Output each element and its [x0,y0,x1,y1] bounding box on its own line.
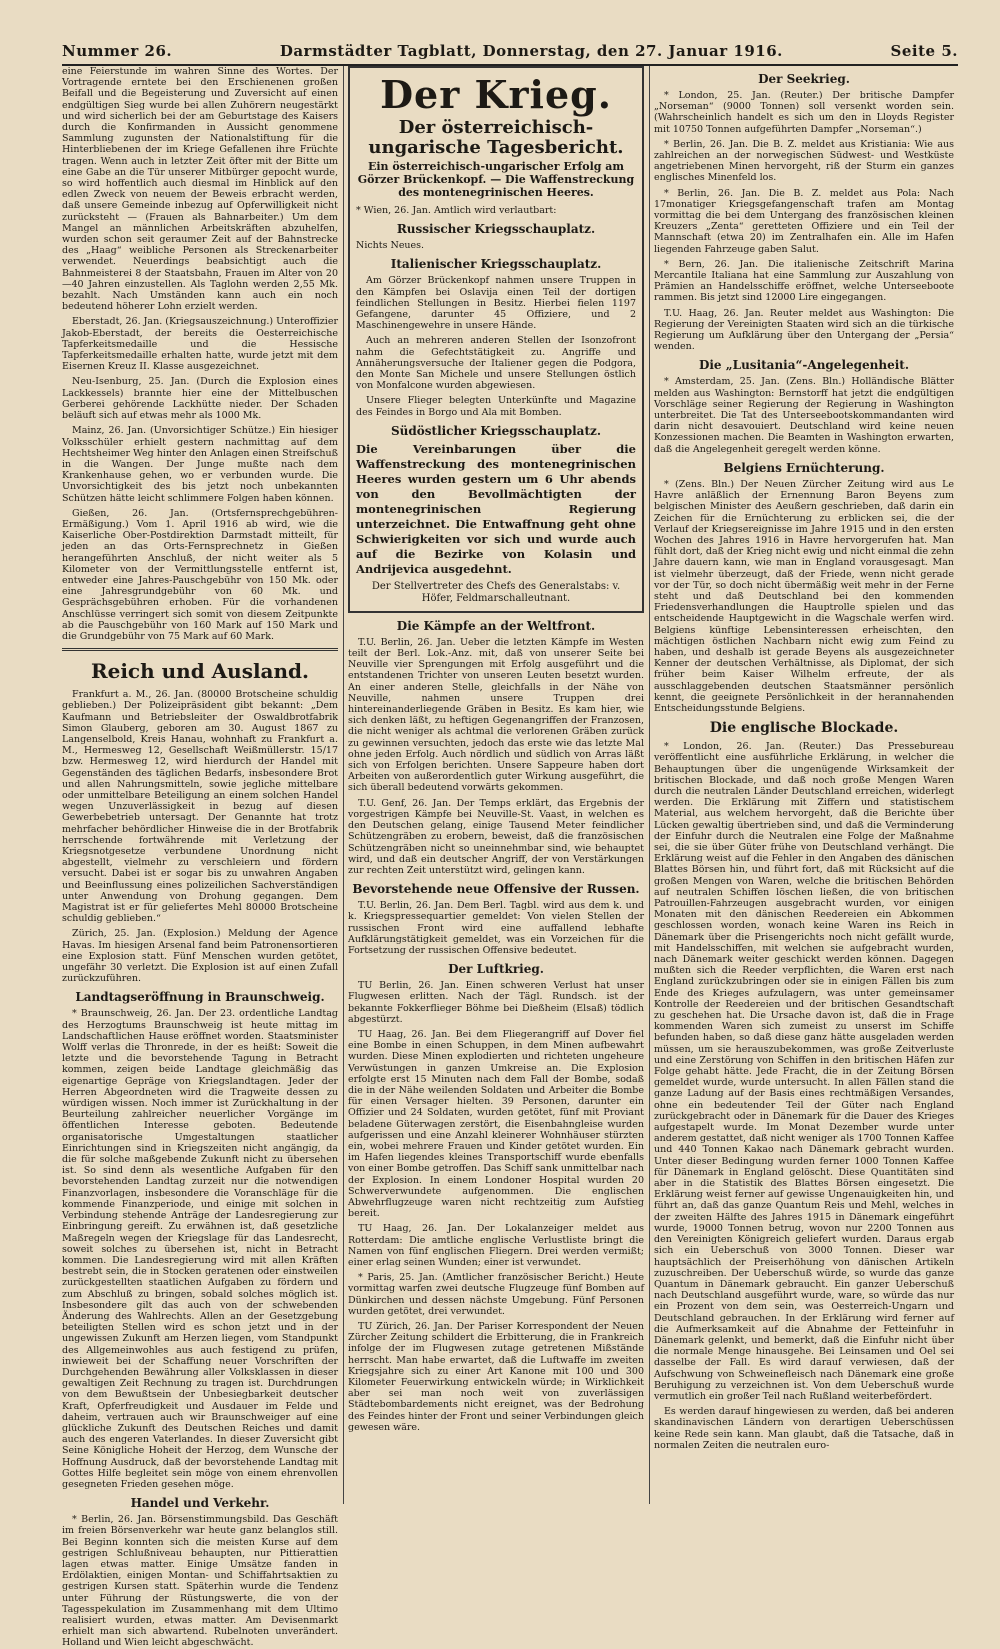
column-divider [343,66,344,1504]
article-text: * Amsterdam, 25. Jan. (Zens. Bln.) Holländische Blätter melden aus Washington: Bernstorff hat jetzt die endgültigen Vorschläge seiner Regierung der Regierung in Washington unterbreitet. Die Tat des Unterseebootskommandanten wird darin nicht desavouiert. Deutschland wird keine neuen Konzessionen machen. Die Beamten in Washington erwarten, daß die Angelegenheit geregelt werden könne. [654,376,954,455]
article-text: Es werden darauf hingewiesen zu werden, daß bei anderen skandinavischen Ländern von derartigen Ueberschüssen keine Rede sein kann. Man glaubt, daß die Tatsache, daß in normalen Zeiten die neutralen euro- [654,1406,954,1451]
article-text: * Berlin, 26. Jan. Die B. Z. meldet aus Pola: Nach 17monatiger Kriegsgefangenschaft trafen am Montag vormittag die bei dem Untergang des französischen kleinen Kreuzers „Zenta“ geretteten Offiziere und ein Teil der Mannschaft (etwa 20) im Zentralhafen ein. Alle im Hafen liegenden Fahrzeuge gaben Salut. [654,187,954,255]
article-heading: Handel und Verkehr. [130,1496,270,1511]
article-text: Gießen, 26. Jan. (Ortsfernsprechgebühren-Ermäßigung.) Vom 1. April 1916 ab wird, wie die Kaiserliche Ober-Postdirektion Darmstadt mitteilt, für jeden an das Orts-Fernsprechnetz in Gießen herangeführten Anschluß, der nicht weiter als 5 Kilometer von der Vermittlungsstelle entfernt ist, entweder eine Jahres-Pauschgebühr von 150 Mk. oder eine Jahresgrundgebühr von 60 Mk. und Gesprächsgebühren erhoben. Für die vorhandenen Anschlüsse verringert sich somit von diesem Zeitpunkte ab die Pauschgebühr von 160 Mark auf 150 Mark und die Grundgebühr von 75 Mark auf 60 Mark. [62,507,338,642]
front-heading: Südöstlicher Kriegsschauplatz. [390,423,601,438]
article-text: * (Zens. Bln.) Der Neuen Zürcher Zeitung wird aus Le Havre anläßlich der Ernennung Baron Beyens zum belgischen Minister des Aeußern geschrieben, daß darin ein Zeichen für die Ernüchterung zu erblicken sei, die der Verlauf der Kriegsereignisse im Jahre 1915 und in den ersten Wochen des Jahres 1916 in Havre hervorgerufen hat. Man fühlt dort, daß der Krieg nicht ewig und nicht einmal die zehn Jahre dauern kann, wie man in England vorausgesagt. Man ist vielmehr überzeugt, daß der Friede, wenn nicht gerade vor der Tür, so doch nicht übermäßig weit mehr in der Ferne steht und daß Deutschland bei den kommenden Friedensverhandlungen die Hauptrolle spielen und das entscheidende Hauptgewicht in die Wagschale werfen wird. Belgiens künftige Lebensinteressen erheischten, den mächtigen östlichen Nachbarn nicht ewig zum Feind zu haben, und deshalb ist gerade Beyens als ausgezeichneter Kenner der deutschen Verhältnisse, als Diplomat, der sich früher beim Kaiser Wilhelm erfreute, der als ausschlaggebenden deutschen Staatsmänner persönlich kennt, die geeignete Persönlichkeit in der herannahenden Entscheidungsstunde Belgiens. [654,478,954,714]
article-text: * London, 25. Jan. (Reuter.) Der britische Dampfer „Norseman“ (9000 Tonnen) soll versenkt worden sein. (Wahrscheinlich handelt es sich um den in Lloyds Register mit 10750 Tonnen aufgeführten Dampfer „Norseman“.) [654,90,954,135]
article-heading: Belgiens Ernüchterung. [723,460,885,475]
article-text: Am Görzer Brückenkopf nahmen unsere Truppen in den Kämpfen bei Oslavija einen Teil der dortigen feindlichen Stellungen in Besitz. Hierbei fielen 1197 Gefangene, darunter 45 Offiziere, und 2 Maschinengewehre in unsere Hände. [356,275,636,332]
report-lead: Ein österreichisch-ungarischer Erfolg am Görzer Brückenkopf. — Die Waffenstreckung des montenegrinischen Heeres. [357,160,635,199]
section-heading: Reich und Ausland. [90,659,310,684]
article-heading: Bevorstehende neue Offensive der Russen. [352,882,640,897]
article-heading: Die Kämpfe an der Weltfront. [396,618,596,633]
front-heading: Russischer Kriegsschauplatz. [396,222,596,237]
dateline: * Wien, 26. Jan. Amtlich wird verlautbart: [356,205,557,216]
article-text: * Paris, 25. Jan. (Amtlicher französischer Bericht.) Heute vormittag warfen zwei deutsche Flugzeuge fünf Bomben auf Dünkirchen und dessen nächste Umgebung. Fünf Personen wurden getötet, drei verwundet. [348,1272,644,1317]
column-right [654,66,954,1504]
highlighted-text: Die Vereinbarungen über die Waffenstreckung des montenegrinischen Heeres wurden gestern um 6 Uhr abends von den Bevollmächtigten der montenegrinischen Regierung unterzeichnet. Die Entwaffnung geht ohne Schwierigkeiten vor sich und wurde auch auf die Bezirke von Kolasin und Andrijevica ausgedehnt. [356,441,636,576]
war-report-box [348,66,644,613]
article-text: T.U. Haag, 26. Jan. Reuter meldet aus Washington: Die Regierung der Vereinigten Staaten wird sich an die türkische Regierung um Aufklärung über den Untergang der „Persia“ wenden. [654,307,954,353]
page-header [62,38,958,66]
article-text: Eberstadt, 26. Jan. (Kriegsauszeichnung.) Unteroffizier Jakob-Eberstadt, der bereits die Oesterreichische Tapferkeitsmedaille und die Hessische Tapferkeitsmedaille erhalten hatte, wurde jetzt mit dem Eisernen Kreuz II. Klasse ausgezeichnet. [62,316,338,373]
article-text: * Braunschweig, 26. Jan. Der 23. ordentliche Landtag des Herzogtums Braunschweig ist heute mittag im Landschaftlichen Hause eröffnet worden. Staatsminister Wolff verlas die Thronrede, in der es heißt: Soweit die letzte und die bevorstehende Tagung in Betracht kommen, zeigen beide Landtage gleichmäßig das eigenartige Gepräge von Kriegslandtagen. Jeder der Herren Abgeordneten wird die Tragweite dessen zu würdigen wissen. Noch immer ist Zurückhaltung in der Beurteilung zahlreicher neuerlicher Vorgänge im öffentlichen Interesse geboten. Bedeutende organisatorische Umgestaltungen staatlicher Einrichtungen sind in Kriegszeiten nicht angängig, da die für solche maßgebende Zukunft nicht zu übersehen ist. So sind denn als wesentliche Aufgaben für den bevorstehenden Landtag zurzeit nur die notwendigen Finanzvorlagen, insbesondere die Voranschläge für die kommende Finanzperiode, und einige mit solchen in Verbindung stehende Anträge der Landesregierung zur Einbringung gereift. Zu erwähnen ist, daß gesetzliche Maßregeln wegen der Kriegslage für das Landesrecht, soweit solches zu übersehen ist, nicht in Betracht kommen. Die Landesregierung wird mit allen Kräften bestrebt sein, die in Stocken geratenen oder einstweilen zurückgestellten staatlichen Aufgaben zu fördern und zum Abschluß zu bringen, sobald solches möglich ist. Insbesondere gilt das auch von der schwebenden Änderung des Wahlrechts. Allen an der Gesetzgebung beteiligten Stellen wird es schon jetzt und in der ungewissen Zukunft am Herzen liegen, vom Standpunkt des Allgemeinwohles aus auch festigend zu prüfen, inwieweit bei der Schaffung neuer Vorschriften der Durchgehenden Bewährung aller Volksklassen in dieser gewaltigen Zeit Rechnung zu tragen ist. Durchdrungen von dem Bewußtsein der Unbesiegbarkeit deutscher Kraft, Opferfreudigkeit und Ausdauer im Felde und daheim, vertrauen auch wir Braunschweiger auf eine glückliche Zukunft des Deutschen Reiches und damit auch des engeren Vaterlandes. In dieser Zuversicht gibt Seine Königliche Hoheit der Herzog, dem Wunsche der Hoffnung Ausdruck, daß der bevorstehende Landtag mit Gottes Hilfe begleitet sein möge von einem ehrenvollen gesegneten Frieden gesehen möge. [62,1008,338,1490]
section-title: Der Krieg. [380,72,612,117]
article-text: Frankfurt a. M., 26. Jan. (80000 Brotscheine schuldig geblieben.) Der Polizeipräsident gibt bekannt: „Dem Kaufmann und Betriebsleiter der Oswaldbrotfabrik Simon Glauberg, geboren am 30. August 1867 zu Langenselbold, Kreis Hanau, wohnhaft zu Frankfurt a. M., Hermesweg 12, Gesellschaft Weißmüllerstr. 15/17 bzw. Hermesweg 12, wird hierdurch der Handel mit Gegenständen des täglichen Bedarfs, insbesondere Brot und allen Nahrungsmitteln, sowie jegliche mittelbare oder unmittelbare Beteiligung an einem solchen Handel wegen Unzuverlässigkeit in bezug auf diesen Gewerbebetrieb untersagt. Der Genannte hat trotz mehrfacher behördlicher Hinweise die in der Brotfabrik herrschende fortwährende mit Verletzung der Kriegsnotgesetze verbundene Unordnung nicht abgestellt, vielmehr zu verschleiern und fördern versucht. Dabei ist er sogar bis zu unwahren Angaben und Beeinflussung eines polizeilichen Sachverständigen unter Anwendung von Drohung gegangen. Dem Magistrat ist er für geliefertes Mehl 80000 Brotscheine schuldig geblieben.“ [62,689,338,925]
article-text: T.U. Berlin, 26. Jan. Dem Berl. Tagbl. wird aus dem k. und k. Kriegspressequartier gemeldet: Von vielen Stellen der russischen Front wird eine auffallend lebhafte Aufklärungstätigkeit gemeldet, was ein Vorzeichen für die Fortsetzung der russischen Offensive bedeutet. [348,900,644,956]
article-heading: Die „Lusitania“-Angelegenheit. [698,358,910,373]
article-text: TU Haag, 26. Jan. Der Lokalanzeiger meldet aus Rotterdam: Die amtliche englische Verlustliste bringt die Namen von fünf englischen Fliegern. Drei werden vermißt; einer erlag seinen Wunden; einer ist verwundet. [348,1223,644,1268]
column-left [62,66,338,1649]
issue-number: Nummer 26. [62,42,173,60]
article-text: * Berlin, 26. Jan. Die B. Z. meldet aus Kristiania: Wie aus zahlreichen an der norwegischen Südwest- und Westküste angetriebenen Minen hervorgeht, riß der Sturm ein ganzes englisches Minenfeld los. [654,138,954,184]
section-divider [62,648,338,651]
article-heading: Die englische Blockade. [709,720,899,737]
page-number: Seite 5. [890,42,958,60]
front-heading: Italienischer Kriegsschauplatz. [390,257,602,272]
article-text: TU Berlin, 26. Jan. Einen schweren Verlust hat unser Flugwesen erlitten. Nach der Tägl. Rundsch. ist der bekannte Fokkerflieger Böhme bei Dießheim (Elsaß) tödlich abgestürzt. [348,980,644,1025]
article-text: TU Haag, 26. Jan. Bei dem Fliegerangriff auf Dover fiel eine Bombe in einen Schuppen, in dem Minen aufbewahrt wurden. Diese Minen explodierten und richteten ungeheure Verwüstungen in ganzen Umkreise an. Die Explosion erfolgte erst 15 Minuten nach dem Fall der Bombe, sodaß die in der Nähe weilenden Soldaten und Arbeiter die Bombe für einen Versager hielten. 39 Personen, darunter ein Offizier und 24 Soldaten, wurden getötet, fünf mit Proviant beladene Güterwagen zerstört, die Eisenbahngleise wurden aufgerissen und eine Anzahl kleinerer Wohnhäuser stürzten ein, wobei mehrere Frauen und Kinder getötet wurden. Ein im Hafen liegendes kleines Transportschiff wurde ebenfalls von einer Bombe getroffen. Das Schiff sank unmittelbar nach der Explosion. In einem Londoner Hospital wurden 20 Schwerverwundete aufgenommen. Die englischen Abwehrflugzeuge waren nicht rechtzeitig zum Aufstieg bereit. [348,1028,644,1220]
article-text: T.U. Berlin, 26. Jan. Ueber die letzten Kämpfe im Westen teilt der Berl. Lok.-Anz. mit, daß von unserer Seite bei Neuville vier Sprengungen mit Erfolg ausgeführt und die entstandenen Trichter von unseren Leuten besetzt wurden. An einer anderen Stelle, gleichfalls in der Nähe von Neuville, nahmen unsere Truppen drei hintereinanderliegende Gräben in Besitz. Es kam hier, wie sich denken läßt, zu heftigen Gegenangriffen der Franzosen, die nicht weniger als achtmal die verlorenen Gräben zurück zu gewinnen versuchten, jedoch das erste wie das letzte Mal ohne jeden Erfolg. Auch nördlich und südlich von Arras läßt sich von Erfolgen berichten. Unsere Sappeure haben dort Arbeiten von außerordentlich guter Wirkung ausgeführt, die sich überall bedeutend vorwärts gekommen. [348,636,644,794]
article-text: T.U. Genf, 26. Jan. Der Temps erklärt, das Ergebnis der vorgestrigen Kämpfe bei Neuville-St. Vaast, in welchen es den Deutschen gelang, einige Tausend Meter feindlicher Schützengräben zu erobern, beweist, daß die französischen Schützengräben nicht so uneinnehmbar sind, wie behauptet wird, und daß ein deutscher Angriff, der von Verstärkungen zur rechten Zeit unterstützt wird, gelingen kann. [348,797,644,876]
report-kicker: Der österreichisch-ungarische Tagesbericht. [368,117,624,158]
article-text: eine Feierstunde im wahren Sinne des Wortes. Der Vortragende erntete bei den Erschienenen großen Beifall und die Begeisterung und Zuversicht auf einen endgültigen Sieg wurde bei allen Zuhörern neugestärkt und wird sicherlich bei der am Geburtstage des Kaisers durch die Konfirmanden in Aussicht genommene Sammlung zugunsten der Nationalstiftung für die Hinterbliebenen der im Kriege Gefallenen ihre Früchte tragen. Wenn auch in letzter Zeit öfter mit der Bitte um eine Gabe an die Tür unserer Mitbürger gepocht wurde, so wird hoffentlich auch diesmal im Hinblick auf den edlen Zweck von neuem der Beweis erbracht werden, daß unsere Gemeinde inbezug auf Opferwilligkeit nicht zurücksteht — (Frauen als Bahnarbeiter.) Um dem Mangel an männlichen Arbeitskräften abzuhelfen, wurden schon seit geraumer Zeit auf der Bahnstrecke des „Haag“ weibliche Personen als Streckenarbeiter verwendet. Neuerdings beabsichtigt auch die Bahnmeisterei 8 der Staatsbahn, Frauen im Alter von 20—40 Jahren einzustellen. Als Taglohn werden 2,55 Mk. bezahlt. Nach Umständen kann auch ein noch bedeutend höherer Lohn erzielt werden. [62,66,338,313]
masthead: Darmstädter Tagblatt, Donnerstag, den 27. Januar 1916. [279,42,783,60]
article-text: Nichts Neues. [356,240,425,252]
article-heading: Landtagseröffnung in Braunschweig. [75,990,325,1005]
article-text: Auch an mehreren anderen Stellen der Isonzofront nahm die Gefechtstätigkeit zu. Angriffe und Annäherungsversuche der Italiener gegen die Podgora, den Monte San Michele und unsere Stellungen östlich von Monfalcone wurden abgewiesen. [356,335,636,392]
article-text: Neu-Isenburg, 25. Jan. (Durch die Explosion eines Lackkessels) brannte hier eine der Mittelbuschen Gerberei gehörende Lackhütte nieder. Der Schaden beläuft sich auf etwas mehr als 1000 Mk. [62,376,338,422]
article-text: TU Zürich, 26. Jan. Der Pariser Korrespondent der Neuen Zürcher Zeitung schildert die Erbitterung, die in Frankreich infolge der im Flugwesen zutage getretenen Mißstände herrscht. Man habe erwartet, daß die Luftwaffe im zweiten Kriegsjahre sich zu einer Art Kanone mit 100 und 300 Kilometer Feuerwirkung entwickeln würde; in Wirklichkeit aber sei man noch weit von zuverlässigen Städtebombardements nicht ereignet, was der Bedrohung des Feindes hinter der Front und seiner Verbindungen gleich gewesen wäre. [348,1321,644,1433]
article-heading: Der Luftkrieg. [448,962,544,977]
article-heading: Der Seekrieg. [758,72,850,86]
column-divider [649,66,650,1504]
article-text: * Bern, 26. Jan. Die italienische Zeitschrift Marina Mercantile Italiana hat eine Sammlung zur Auszahlung von Prämien an Handelsschiffe eröffnet, welche Unterseeboote rammen. Bis jetzt sind 12000 Lire eingegangen. [654,258,954,304]
article-text: Mainz, 26. Jan. (Unvorsichtiger Schütze.) Ein hiesiger Volksschüler erhielt gestern nachmittag auf dem Hechtsheimer Weg hinter den Anlagen einen Streifschuß in die Wangen. Der Junge mußte nach dem Krankenhause gehen, wo er verbunden wurde. Die Unvorsichtigkeit des bis jetzt noch unbekannten Schützen hätte leicht schlimmere Folgen haben können. [62,425,338,504]
article-text: Zürich, 25. Jan. (Explosion.) Meldung der Agence Havas. Im hiesigen Arsenal fand beim Patronensortieren eine Explosion statt. Fünf Menschen wurden getötet, ungefähr 30 verletzt. Die Explosion ist auf einen Zufall zurückzuführen. [62,928,338,985]
article-text: * Berlin, 26. Jan. Börsenstimmungsbild. Das Geschäft im freien Börsenverkehr war heute ganz belanglos still. Bei Beginn konnten sich die meisten Kurse auf dem gestrigen Schlußniveau behaupten, nur Pittierattien lagen etwas matter. Einige Umsätze fanden in Erdölaktien, einigen Montan- und Schiffahrtsaktien zu gestrigen Kursen statt. Späterhin wurde die Tendenz unter Führung der Rüstungswerte, die von der Tagesspekulation im Zusammenhang mit dem Ultimo realisiert wurden, etwas matter. Am Devisenmarkt erhielt man sich abwartend. Rubelnoten unverändert. Holland und Wien leicht abgeschwächt. [62,1514,338,1649]
signature: Der Stellvertreter des Chefs des Generalstabs: v. Höfer, Feldmarschalleutnant. [371,580,621,604]
article-text: Unsere Flieger belegten Unterkünfte und Magazine des Feindes in Borgo und Ala mit Bomben. [356,395,636,418]
article-text: * London, 26. Jan. (Reuter.) Das Pressebureau veröffentlicht eine ausführliche Erklärung, in welcher die Behauptungen über die ungenügende Wirksamkeit der britischen Blockade, und daß noch große Mengen Waren durch die neutralen Länder Deutschland erreichen, widerlegt werden. Die Erklärung mit Ziffern und statistischem Material, aus welchem hervorgeht, daß die Berichte über Lücken gewaltig übertrieben sind, und daß die Verminderung der Einfuhr durch die Neutralen eine Folge der Maßnahme sei, die sie über Güter frühe von Deutschland verhängt. Die Erklärung weist auf die Fehler in den Angaben des dänischen Blattes Börsen hin, und führt fort, daß mit Rücksicht auf die großen Mengen von Waren, welche die britischen Behörden auf neutralen Schiffen löschen ließen, die von britischen Patrouillen-Fahrzeugen ausgebracht wurden, vor einigen Monaten mit den dänischen Reedereien ein Abkommen geschlossen worden, wonach keine Waren ins Reich in Dänemark über die Prisengerichts noch nicht gefällt wurde, mit Handelsschiffen, mit welchen sie aufgebracht wurden, nach Dänemark weiter geschickt werden können. Dagegen mußten sich die Reeder verpflichten, die Waren erst nach England zurückzubringen oder sie in einigen Fällen bis zum Ende des Krieges aufzulagern, was unter gemeinsamer Kontrolle der Reedereien und der britischen Gesandtschaft zu geschehen hat. Die Ursache davon ist, daß die in Frage kommenden Waren sich zumeist zu unserst im Schiffe befunden haben, so daß diese ganz hätte ausgeladen werden müssen, um sie herauszubekommen, was große Zeitverluste und eine Zerstörung von Schiffen in den britischen Häfen zur Folge gehabt hätte. Jede Fracht, die in der Zeitung Börsen gemeldet wurde, wurde untersucht. In allen Fällen stand die ganze Ladung auf der Basis eines rechtmäßigen Versandes, ohne ein bedeutender Teil der Güter nach England zurückgebracht oder in Dänemark für die Dauer des Krieges aufgestapelt wurde. Im Monat Dezember wurde unter anderem gestattet, daß nicht weniger als 1700 Tonnen Kaffee und 440 Tonnen Kakao nach Dänemark gebracht wurden. Unter dieser Bedingung wurden ferner 1000 Tonnen Kaffee für Dänemark in England gelöscht. Diese Quantitäten sind aber in die Statistik des Blattes Börsen eingesetzt. Die Erklärung weist ferner auf gewisse Ungenauigkeiten hin, und führt an, daß das ganze Quantum Reis und Mehl, welches in der zweiten Hälfte des Jahres 1915 in Dänemark eingeführt wurde, 19000 Tonnen betrug, wovon nur 2200 Tonnen aus den Vereinigten Königreich geliefert wurden. Daraus ergab sich ein Ueberschuß von 3000 Tonnen. Dieser war hauptsächlich der Preiserhöhung von dänischen Artikeln zuzuschreiben. Der Ueberschuß würde, so wurde das ganze Quantum in Dänemark gebraucht. Ein ganzer Ueberschuß nach Deutschland ausgeführt wurde, ware, so würde das nur ein Prozent von dem sein, was Oesterreich-Ungarn und Deutschland gebrauchen. In der Erklärung wird ferner auf die Aufmerksamkeit auf die Abnahme der Fetteinfuhr in Dänemark gelenkt, und bemerkt, daß die Einfuhr nicht über die normale Menge hinausgehe. Bei Leinsamen und Oel sei dasselbe der Fall. Es wird darauf verwiesen, daß der Aufschwung von Schweinefleisch nach Dänemark eine große Beruhigung zu verzeichnen ist. Von dem Ueberschuß wurde vermutlich ein großer Teil nach Rußland weiterbefördert. [654,741,954,1402]
column-middle [348,66,644,1504]
